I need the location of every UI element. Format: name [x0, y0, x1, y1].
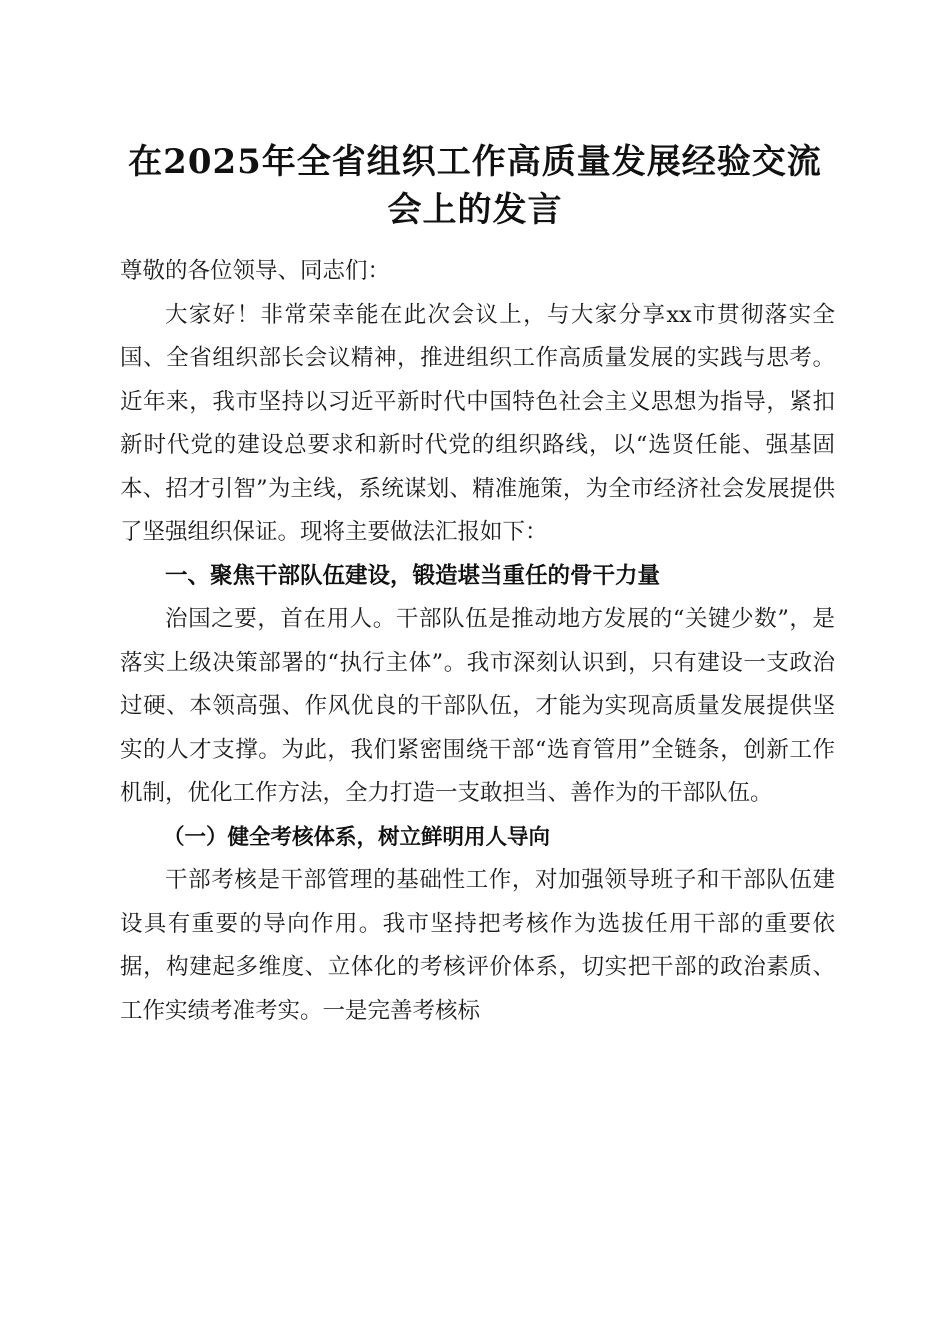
title-line-2: 会上的发言: [387, 190, 563, 230]
intro-paragraph: 大家好！非常荣幸能在此次会议上，与大家分享xx市贯彻落实全国、全省组织部长会议精神，推进组织工作高质量发展的实践与思考。近年来，我市坚持以习近平新时代中国特色社会主义思想为指导，紧扣新时代党的建设总要求和新时代党的组织路线，以“选贤任能、强基固本、招才引智”为主线，系统谋划、精准施策，为全市经济社会发展提供了坚强组织保证。现将主要做法汇报如下：: [120, 301, 835, 545]
section-heading: 一、聚焦干部队伍建设，锻造堪当重任的骨干力量: [165, 562, 661, 589]
document-body: [120, 250, 835, 1033]
document-title: [110, 138, 840, 234]
salutation: 尊敬的各位领导、同志们：: [120, 258, 391, 284]
subsection-heading: （一）健全考核体系，树立鲜明用人导向: [163, 824, 551, 850]
subsection-paragraph: 干部考核是干部管理的基础性工作，对加强领导班子和干部队伍建设具有重要的导向作用。我市坚持把考核作为选拔任用干部的重要依据，构建起多维度、立体化的考核评价体系，切实把干部的政治素质、工作实绩考准考实。一是完善考核标: [120, 867, 835, 1024]
section-paragraph: 治国之要，首在用人。干部队伍是推动地方发展的“关键少数”，是落实上级决策部署的“执行主体”。我市深刻认识到，只有建设一支政治过硬、本领高强、作风优良的干部队伍，才能为实现高质量发展提供坚实的人才支撑。为此，我们紧密围绕干部“选育管用”全链条，创新工作机制，优化工作方法，全力打造一支敢担当、善作为的干部队伍。: [120, 606, 835, 806]
title-line-1: 在2025年全省组织工作高质量发展经验交流: [128, 142, 822, 182]
